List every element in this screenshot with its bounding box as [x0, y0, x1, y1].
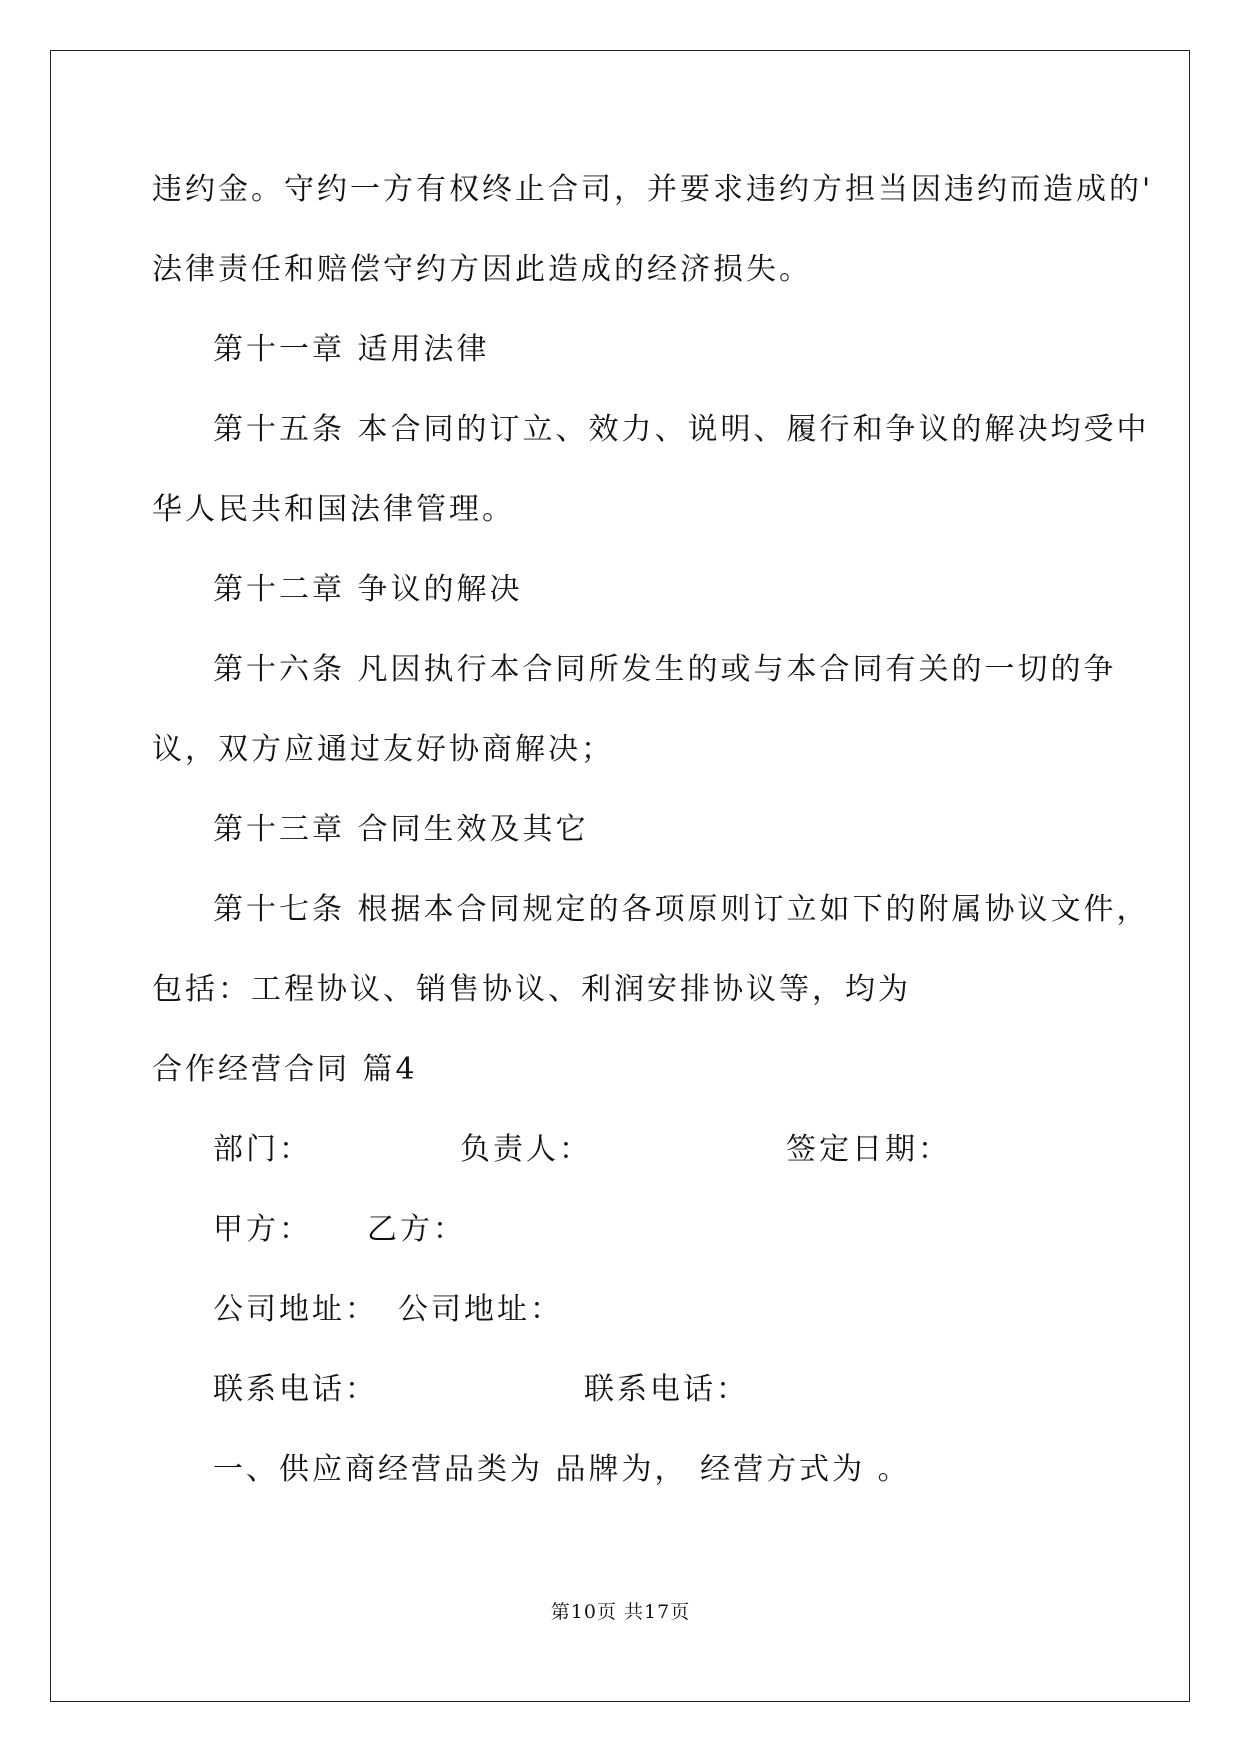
paragraph-line: 包括：工程协议、销售协议、利润安排协议等，均为 — [152, 972, 911, 1007]
chapter-heading: 第十三章 合同生效及其它 — [213, 812, 589, 847]
chapter-heading: 第十二章 争议的解决 — [213, 572, 523, 607]
sign-date-label: 签定日期： — [786, 1132, 951, 1167]
chapter-heading: 第十一章 适用法律 — [213, 332, 490, 367]
phone-b-label: 联系电话： — [584, 1372, 749, 1407]
article-line: 第十七条 根据本合同规定的各项原则订立如下的附属协议文件， — [213, 892, 1150, 927]
paragraph-line: 华人民共和国法律管理。 — [152, 492, 515, 527]
page-footer: 第10页 共17页 — [550, 1601, 691, 1623]
phone-a-label: 联系电话： — [213, 1372, 378, 1407]
address-b-label: 公司地址： — [398, 1292, 563, 1327]
address-a-label: 公司地址： — [213, 1292, 378, 1327]
department-label: 部门： — [213, 1132, 312, 1167]
article-line: 第十五条 本合同的订立、效力、说明、履行和争议的解决均受中 — [213, 412, 1150, 447]
person-in-charge-label: 负责人： — [460, 1132, 592, 1167]
party-a-label: 甲方： — [213, 1212, 312, 1247]
paragraph-line: 议，双方应通过友好协商解决； — [152, 732, 614, 767]
section-title: 合作经营合同 篇4 — [152, 1052, 418, 1087]
party-b-label: 乙方： — [367, 1212, 466, 1247]
paragraph-line: 违约金。守约一方有权终止合司，并要求违约方担当因违约而造成的' — [152, 172, 1154, 207]
paragraph-line: 法律责任和赔偿守约方因此造成的经济损失。 — [152, 252, 812, 287]
clause-one: 一、供应商经营品类为 品牌为， 经营方式为 。 — [213, 1452, 911, 1487]
article-line: 第十六条 凡因执行本合同所发生的或与本合同有关的一切的争 — [213, 652, 1117, 687]
